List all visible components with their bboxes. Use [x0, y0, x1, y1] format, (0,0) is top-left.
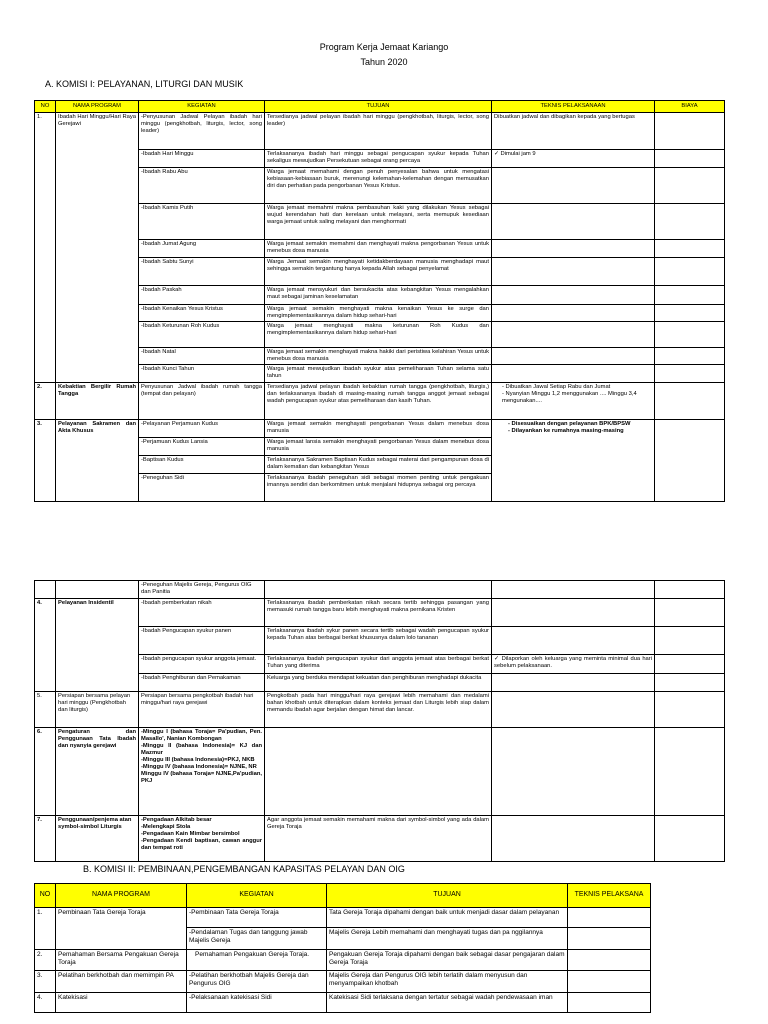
- blank-cell: [651, 993, 721, 1013]
- teknis-cell: [492, 204, 655, 240]
- biaya-cell: [655, 365, 725, 383]
- biaya-cell: [655, 150, 725, 168]
- teknis-cell: [568, 928, 651, 950]
- table-row: [35, 150, 725, 168]
- tujuan-cell: [265, 581, 492, 599]
- row-no: 2.: [35, 950, 56, 971]
- kegiatan-cell: -Perjamuan Kudus Lansia: [139, 438, 265, 456]
- tujuan-cell: Terlaksananya ibadah pemberkatan nikah secara tertib sehingga pasangan yang memasuki rumah tangga baru lebih menghayati makna pernikana Kristen: [265, 599, 492, 627]
- row-no: 3.: [35, 971, 56, 993]
- tujuan-cell: Terlaksananya ibadah peneguhan sidi sebagai momen penting untuk pengakuan imannya sendiri dan berkomitmen untuk menjalani hidupnya sebagai org percaya: [265, 474, 492, 502]
- col-no: NO: [35, 884, 56, 908]
- program-name: Pelatihan berkhotbah dan memimpin PA: [56, 971, 187, 993]
- biaya-cell: [655, 305, 725, 322]
- tujuan-cell: Terlaksananya ibadah hari minggu sebagai pengucapan syukur kepada Tuhan sekaligus mewujudkan Persekutuan sebagai orang percaya: [265, 150, 492, 168]
- table-row: [35, 286, 725, 305]
- blank-cell: [651, 928, 721, 950]
- program-name: Penggunaan/penjema atan symbol-simbol Liturgis: [56, 816, 139, 862]
- biaya-cell: [655, 168, 725, 204]
- tujuan-cell: Warga jemaat lansia semakin menghayati pengorbanan Yesus dalam menebus dosa manusia: [265, 438, 492, 456]
- biaya-cell: [655, 240, 725, 258]
- biaya-cell: [655, 322, 725, 348]
- table-row: [35, 348, 725, 365]
- section-b-heading: B. KOMISI II: PEMBINAAN,PENGEMBANGAN KAPASITAS PELAYAN DAN OIG: [83, 864, 405, 874]
- row-no: 4.: [35, 599, 56, 692]
- tujuan-cell: Warga jemaat semakin menghayati makna kenaikan Yesus ke surge dan mengimplementasikannya dalam hidup sehari-hari: [265, 305, 492, 322]
- biaya-cell: [655, 816, 725, 862]
- kegiatan-cell: -Peneguhan Sidi: [139, 474, 265, 502]
- blank-cell: [651, 971, 721, 993]
- teknis-cell: [492, 240, 655, 258]
- table-row: [35, 655, 725, 674]
- row-no: 4.: [35, 993, 56, 1013]
- program-name: Kebaktian Bergilir Rumah Tangga: [56, 383, 139, 420]
- col-nama-program: NAMA PROGRAM: [56, 884, 187, 908]
- program-table-a: [34, 100, 725, 502]
- teknis-cell: [492, 258, 655, 286]
- biaya-cell: [655, 383, 725, 420]
- kegiatan-cell: -Ibadah Natal: [139, 348, 265, 365]
- kegiatan-cell: -Ibadah pengucapan syukur anggota jemaat.: [139, 655, 265, 674]
- kegiatan-line: -Pengadaan Kain Mimbar bersimbol: [141, 830, 240, 837]
- check-item: ✓ Dimulai jam 9: [494, 151, 536, 157]
- teknis-cell: [492, 365, 655, 383]
- teknis-cell: [492, 655, 655, 674]
- program-table-b: [34, 883, 721, 1013]
- row-no: 3.: [35, 420, 56, 502]
- col-teknis: TEKNIS PELAKSANAAN: [492, 101, 655, 113]
- blank-cell: [651, 908, 721, 928]
- teknis-cell: [492, 348, 655, 365]
- table-row: [35, 599, 725, 627]
- bullet-item: - Dibuatkan Jawal Setiap Rabu dan Jumat: [502, 384, 652, 391]
- teknis-cell: [568, 993, 651, 1013]
- col-kegiatan: KEGIATAN: [187, 884, 327, 908]
- kegiatan-cell: [139, 728, 265, 816]
- program-name: Katekisasi: [56, 993, 187, 1013]
- tujuan-cell: [265, 728, 492, 816]
- tujuan-cell: Agar anggota jemaat semakin memahami makna dari symbol-simbol yang ada dalam Gereja Toraja: [265, 816, 492, 862]
- biaya-cell: [655, 627, 725, 655]
- kegiatan-line: -Minggu III (bahasa Indonesia)=PKJ, NKB: [141, 756, 255, 763]
- bullet-item: - Dilayankan ke rumahnya masing-masing: [508, 428, 652, 435]
- teknis-cell: [492, 728, 655, 816]
- col-nama-program: NAMA PROGRAM: [56, 101, 139, 113]
- teknis-cell: [492, 150, 655, 168]
- col-kegiatan: KEGIATAN: [139, 101, 265, 113]
- kegiatan-cell: -Baptisan Kudus: [139, 456, 265, 474]
- tujuan-cell: Tata Gereja Toraja dipahami dengan baik untuk menjadi dasar dalam pelayanan: [327, 908, 568, 928]
- tujuan-cell: Terlaksananya ibadah sykur panen secara tertib sebagai wadah pengucapan syukur kepada Tuhan atas berbagai berkat khususnya dalam lolo tananan: [265, 627, 492, 655]
- row-no: 6.: [35, 728, 56, 816]
- program-table-a-continued: [34, 580, 725, 862]
- table-row: [35, 322, 725, 348]
- kegiatan-line: -Minggu I (bahasa Toraja= Pa'pudian, Pen. Masallo', Nanian Kombongan: [141, 729, 262, 742]
- kegiatan-cell: -Ibadah pemberkatan nikah: [139, 599, 265, 627]
- biaya-cell: [655, 286, 725, 305]
- table-row: [35, 258, 725, 286]
- tujuan-cell: Pengakuan Gereja Toraja dipahami dengan baik sebagai dasar pengajaran dalam Gereja Toraja: [327, 950, 568, 971]
- kegiatan-cell: -Ibadah Kamis Putih: [139, 204, 265, 240]
- kegiatan-cell: [139, 816, 265, 862]
- kegiatan-line: -Pengadaan Alkitab besar: [141, 817, 212, 823]
- document-title: Program Kerja Jemaat Kariango: [319, 42, 449, 52]
- blank-cell: [651, 950, 721, 971]
- biaya-cell: [655, 655, 725, 674]
- teknis-cell: [492, 168, 655, 204]
- document-year: Tahun 2020: [360, 57, 408, 67]
- tujuan-cell: Warga jemaat semakin menghayati pengorbanan Yesus dalam menebus dosa manusia: [265, 420, 492, 438]
- kegiatan-line: -Minggu II (bahasa Indonesia)= KJ dan Mazmur: [141, 742, 262, 756]
- kegiatan-line: Minggu IV (bahasa Toraja= NJNE,Pa'pudian, PKJ: [141, 770, 262, 784]
- row-no: 5.: [35, 692, 56, 728]
- kegiatan-cell: -Ibadah Keturunan Roh Kudus: [139, 322, 265, 348]
- biaya-cell: [655, 204, 725, 240]
- col-biaya: BIAYA: [655, 101, 725, 113]
- table-row: [35, 971, 721, 993]
- table-row: [35, 692, 725, 728]
- kegiatan-cell: -Ibadah Hari Minggu: [139, 150, 265, 168]
- kegiatan-cell: -Ibadah Jumat Agung: [139, 240, 265, 258]
- teknis-cell: [492, 627, 655, 655]
- tujuan-cell: Warga jemaat memahami dengan penuh penyesalan bahwa untuk mengatasi kebiasaan-kebiasaan buruk, merenungi kelemahan-kelemahan dengan memusatkan diri dan perhatian pada pengorbanan Yesus Kristus.: [265, 168, 492, 204]
- table-row: [35, 627, 725, 655]
- kegiatan-cell: -Peneguhan Majelis Gereja, Pengurus OIG dan Panitia: [139, 581, 265, 599]
- kegiatan-cell: -Ibadah Kunci Tahun: [139, 365, 265, 383]
- teknis-cell: [492, 816, 655, 862]
- tujuan-cell: Keluarga yang berduka mendapat kekuatan dan penghiburan menghadapi dukacita: [265, 674, 492, 692]
- table-row: [35, 950, 721, 971]
- row-no: 2.: [35, 383, 56, 420]
- col-tujuan: TUJUAN: [327, 884, 568, 908]
- biaya-cell: [655, 674, 725, 692]
- teknis-cell: [492, 674, 655, 692]
- kegiatan-cell: -Pembinaan Tata Gereja Toraja: [187, 908, 327, 928]
- tujuan-cell: Terlaksananya Sakramen Baptisan Kudus sebagai materai dari pengampunan dosa di dalam kematian dan kebangkitan Yesus: [265, 456, 492, 474]
- program-name: Pelayanan Sakramen dan Akta Khusus: [56, 420, 139, 502]
- biaya-cell: [655, 692, 725, 728]
- kegiatan-cell: -Pelayanan Perjamuan Kudus: [139, 420, 265, 438]
- tujuan-cell: Terlaksananya ibadah pengucapan syukur dari anggota jemaat atas berbagai berkat Tuhan yang diterima: [265, 655, 492, 674]
- kegiatan-line: -Melengkapi Stola: [141, 823, 191, 830]
- tujuan-cell: Warga jemaat semakin menghayati makna hakiki dari peristiwa kelahiran Yesus untuk menebus dosa manusia: [265, 348, 492, 365]
- tujuan-cell: Tersedianya jadwal pelayan ibadah kebaktian rumah tangga (pengkhotbah, liturgis,) dan terlaksananya ibadah di masing-masing rumah tangga anggot jemaat sebagai wadah pengucapan syukur atas pemeliharaan dan kasih Tuhan.: [265, 383, 492, 420]
- kegiatan-line: -Pengadaan Kendi baptisan, cawan anggur dan tempat roti: [141, 837, 262, 851]
- table-row: [35, 240, 725, 258]
- table-row: [35, 420, 725, 438]
- kegiatan-cell: -Ibadah Paskah: [139, 286, 265, 305]
- biaya-cell: [655, 420, 725, 502]
- tujuan-cell: Katekisasi Sidi terlaksana dengan tertatur sebagai wadah pendewasaan iman: [327, 993, 568, 1013]
- tujuan-cell: Warga jemaat menghayati makna keturunan Roh Kudus dan mengimplementasikannya dalam hidup sehari-hari: [265, 322, 492, 348]
- kegiatan-cell: -Pelatihan berkhotbah Majelis Gereja dan Pengurus OIG: [187, 971, 327, 993]
- teknis-cell: [492, 599, 655, 627]
- table-header-row: [35, 884, 721, 908]
- biaya-cell: [655, 258, 725, 286]
- bullet-item: - Disesuaikan dengan pelayanan BPK/BPSW: [508, 421, 652, 428]
- program-name: Ibadah Hari Minggu/Hari Raya Gerejawi: [56, 113, 139, 383]
- program-name: Persiapan bersama pelayan hari minggu (Pengkhotbah dan liturgis): [56, 692, 139, 728]
- kegiatan-cell: -Pelaksanaan katekisasi Sidi: [187, 993, 327, 1013]
- table-row: [35, 365, 725, 383]
- teknis-cell: [492, 581, 655, 599]
- biaya-cell: [655, 728, 725, 816]
- kegiatan-cell: Penyusunan Jadwal ibadah rumah tangga (tempat dan pelayan): [139, 383, 265, 420]
- kegiatan-cell: -Ibadah Rabu Abu: [139, 168, 265, 204]
- table-row: [35, 728, 725, 816]
- row-no: [35, 581, 56, 599]
- check-item: ✓ Dilaporkan oleh keluarga yang meminta minimal dua hari sebelum pelaksanaan.: [494, 656, 652, 669]
- tujuan-cell: Warga jemaat semakin memahmi dan menghayati makna pengorbanan Yesus untuk menebus dosa manusia: [265, 240, 492, 258]
- kegiatan-cell: -Ibadah Kenaikan Yesus Kristus: [139, 305, 265, 322]
- table-header-row: [35, 101, 725, 113]
- row-no: 1.: [35, 908, 56, 950]
- teknis-cell: [492, 692, 655, 728]
- tujuan-cell: Warga Jemaat semakin menghayati ketidakberdayaan manusia menghadapi maut sehingga semakin tergantung hanya kepada Allah sebagai penyelamat: [265, 258, 492, 286]
- tujuan-cell: Tersedianya jadwal pelayan ibadah hari minggu (pengkhotbah, liturgis, lector, song leader): [265, 113, 492, 150]
- table-row: [35, 168, 725, 204]
- col-tujuan: TUJUAN: [265, 101, 492, 113]
- kegiatan-line: -Minggu IV (bahasa Indonesia)= NJNE, NR: [141, 763, 257, 770]
- table-row: [35, 383, 725, 420]
- kegiatan-cell: Pemahaman Pengakuan Gereja Toraja.: [187, 950, 327, 971]
- tujuan-cell: Pengkotbah pada hari minggu/hari raya gerejawi lebih memahami dan medalami bahan khotbah untuk diterapkan dalam konteks jemaat dan Liturgis lebih siap dalam memandu ibadah agar berjalan dengan himat dan lancar.: [265, 692, 492, 728]
- page-gap: [0, 538, 768, 580]
- teknis-cell: Dibuatkan jadwal dan dibagikan kepada yang bertugas: [492, 113, 655, 150]
- table-row: [35, 581, 725, 599]
- tujuan-cell: Majelis Gereja Lebih memahami dan menghayati tugas dan pa nggilannya: [327, 928, 568, 950]
- table-row: [35, 816, 725, 862]
- table-row: [35, 908, 721, 928]
- teknis-cell: [568, 908, 651, 928]
- tujuan-cell: Majelis Gereja dan Pengurus OIG lebih terlatih dalam menyusun dan menyampaikan khotbah: [327, 971, 568, 993]
- teknis-cell: [568, 950, 651, 971]
- section-a-heading: A. KOMISI I: PELAYANAN, LITURGI DAN MUSIK: [45, 79, 244, 89]
- teknis-cell: [492, 305, 655, 322]
- biaya-cell: [655, 113, 725, 150]
- tujuan-cell: Warga jemaat mewujudkan ibadah syukur atas pemeliharaan Tuhan selama satu tahun: [265, 365, 492, 383]
- kegiatan-cell: -Ibadah Pengucapan syukur panen: [139, 627, 265, 655]
- teknis-cell: [492, 286, 655, 305]
- kegiatan-cell: -Pendalaman Tugas dan tanggung jawab Majelis Gereja: [187, 928, 327, 950]
- col-teknis: TEKNIS PELAKSANA: [568, 884, 651, 908]
- program-name: [56, 581, 139, 599]
- biaya-cell: [655, 348, 725, 365]
- teknis-cell: [492, 383, 655, 420]
- teknis-cell: [492, 322, 655, 348]
- table-row: [35, 993, 721, 1013]
- tujuan-cell: Warga jemaat memahmi makna pembasuhan kaki yang dilakukan Yesus sebagai wujud kerendahan hati dan kerelaan untuk melayani, serta memupuk kesediaan warga jemaat untuk saling melayani dan menghormati: [265, 204, 492, 240]
- table-row: [35, 113, 725, 150]
- kegiatan-cell: Persiapan bersama pengkotbah ibadah hari minggu/hari raya gerejawi: [139, 692, 265, 728]
- program-name: Pemahaman Bersama Pengakuan Gereja Toraja: [56, 950, 187, 971]
- bullet-item: - Nyanyian Minggu 1,2 menggunakan .... Minggu 3,4 mengunakan....: [502, 391, 652, 405]
- row-no: 1.: [35, 113, 56, 383]
- kegiatan-cell: -Penyusunan Jadwal Pelayan ibadah hari minggu (pengkhotbah, liturgis, lector, song leader): [139, 113, 265, 150]
- kegiatan-cell: -Ibadah Penghiburan dan Pemakaman: [139, 674, 265, 692]
- program-name: Pelayanan Insidentil: [56, 599, 139, 692]
- teknis-cell: [568, 971, 651, 993]
- table-row: [35, 674, 725, 692]
- col-no: NO: [35, 101, 56, 113]
- table-row: [35, 305, 725, 322]
- blank-cell: [651, 884, 721, 908]
- program-name: Pembinaan Tata Gereja Toraja: [56, 908, 187, 950]
- tujuan-cell: Warga jemaat mensyukuri dan bersukacita atas kebangkitan Yesus mengalahkan maut sebagai jaminan keselamatan: [265, 286, 492, 305]
- program-name: Pengaturan dan Penggunaan Tata Ibadah dan nyanyia gerejawi: [56, 728, 139, 816]
- kegiatan-cell: -Ibadah Sabtu Sunyi: [139, 258, 265, 286]
- biaya-cell: [655, 581, 725, 599]
- row-no: 7.: [35, 816, 56, 862]
- biaya-cell: [655, 599, 725, 627]
- teknis-cell: [492, 420, 655, 502]
- table-row: [35, 204, 725, 240]
